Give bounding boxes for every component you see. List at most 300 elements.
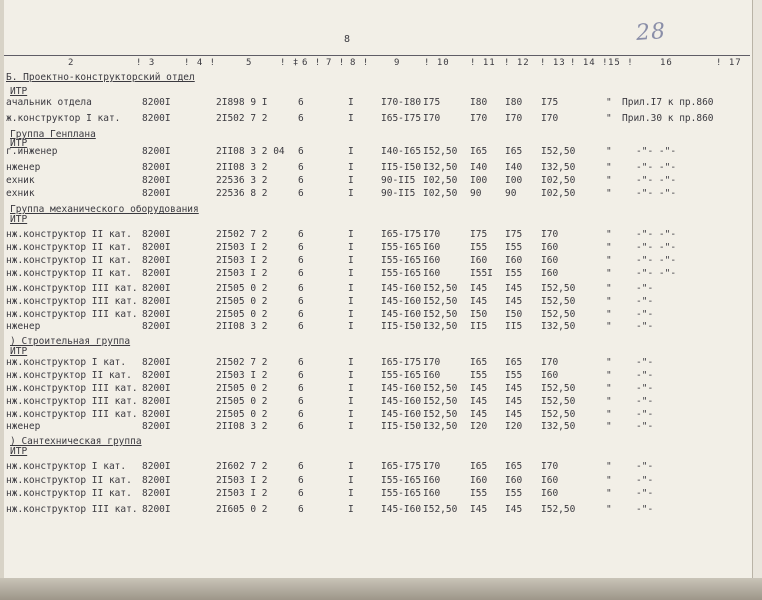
handwritten-page-number: 28 — [635, 18, 667, 47]
cell-c10: I60 — [423, 242, 441, 253]
cell-c11: I45 — [470, 409, 488, 420]
cell-c11: I65 — [470, 461, 488, 472]
cell-c10: I60 — [423, 370, 441, 381]
header-col-12: ! 12 — [504, 58, 530, 68]
cell-c15: " — [606, 146, 612, 157]
cell-c3: 8200I — [142, 175, 171, 186]
cell-c13: I70 — [541, 461, 559, 472]
cell-c16: -"- -"- — [636, 162, 677, 173]
cell-c10: I32,50 — [423, 321, 458, 332]
cell-c12: I55 — [505, 268, 523, 279]
cell-c6: 6 — [298, 461, 304, 472]
header-col-a: ! ‡ — [280, 58, 300, 68]
cell-c11: I20 — [470, 421, 488, 432]
cell-c9: I70-I80 — [381, 97, 422, 108]
cell-name: нж.конструктор III кат. — [6, 383, 138, 394]
cell-c6: 6 — [298, 396, 304, 407]
cell-c9: 90-II5 — [381, 175, 416, 186]
cell-c10: I70 — [423, 357, 441, 368]
cell-c12: I00 — [505, 175, 523, 186]
cell-c3: 8200I — [142, 383, 171, 394]
cell-c3: 8200I — [142, 283, 171, 294]
cell-c11: I55 — [470, 370, 488, 381]
cell-c3: 8200I — [142, 461, 171, 472]
cell-c3: 8200I — [142, 162, 171, 173]
cell-c12: I45 — [505, 383, 523, 394]
cell-c11: I65 — [470, 357, 488, 368]
cell-c12: I65 — [505, 146, 523, 157]
cell-c6: 6 — [298, 309, 304, 320]
page-number: 8 — [344, 34, 351, 45]
cell-c6: 6 — [298, 488, 304, 499]
table-row — [0, 461, 752, 474]
cell-c16: -"- -"- — [636, 268, 677, 279]
section-heading: Б. Проектно-конструкторский отдел — [6, 72, 195, 83]
cell-c15: " — [606, 175, 612, 186]
cell-c11: II5 — [470, 321, 488, 332]
cell-c15: " — [606, 488, 612, 499]
cell-c13: I52,50 — [541, 409, 576, 420]
cell-c13: I70 — [541, 357, 559, 368]
cell-c8: I — [348, 255, 354, 266]
cell-c8: I — [348, 409, 354, 420]
table-row — [0, 146, 752, 159]
cell-c3: 8200I — [142, 421, 171, 432]
cell-c9: I65-I75 — [381, 113, 422, 124]
cell-c12: II5 — [505, 321, 523, 332]
cell-c3: 8200I — [142, 296, 171, 307]
cell-c9: I45-I60 — [381, 283, 422, 294]
cell-c10: I02,50 — [423, 188, 458, 199]
cell-c3: 8200I — [142, 229, 171, 240]
cell-c11: I75 — [470, 229, 488, 240]
cell-c10: I60 — [423, 488, 441, 499]
table-row — [0, 283, 752, 296]
cell-c10: I52,50 — [423, 383, 458, 394]
cell-c11: I65 — [470, 146, 488, 157]
cell-c6: 6 — [298, 175, 304, 186]
cell-c15: " — [606, 383, 612, 394]
cell-c6: 6 — [298, 229, 304, 240]
cell-c5: 2I503 I 2 — [216, 268, 268, 279]
cell-c8: I — [348, 383, 354, 394]
cell-c11: I50 — [470, 309, 488, 320]
cell-c12: I40 — [505, 162, 523, 173]
cell-c12: I75 — [505, 229, 523, 240]
cell-c15: " — [606, 255, 612, 266]
scan-bottom-edge — [0, 578, 762, 600]
cell-c15: " — [606, 321, 612, 332]
cell-c6: 6 — [298, 409, 304, 420]
table-row — [0, 113, 752, 126]
table-row — [0, 162, 752, 175]
cell-c16: -"- — [636, 296, 654, 307]
cell-c13: I52,50 — [541, 146, 576, 157]
cell-c12: I45 — [505, 296, 523, 307]
table-row — [0, 255, 752, 268]
cell-name: нж.конструктор II кат. — [6, 268, 132, 279]
cell-c3: 8200I — [142, 255, 171, 266]
cell-c9: I55-I65 — [381, 268, 422, 279]
cell-c10: I70 — [423, 113, 441, 124]
cell-c12: I60 — [505, 255, 523, 266]
cell-c10: I52,50 — [423, 504, 458, 515]
cell-c16: -"- — [636, 461, 654, 472]
cell-c5: 2I503 I 2 — [216, 242, 268, 253]
cell-c16: -"- -"- — [636, 175, 677, 186]
cell-c5: 2I505 0 2 — [216, 283, 268, 294]
group-heading-row — [0, 214, 752, 227]
cell-c13: I60 — [541, 370, 559, 381]
cell-c13: I60 — [541, 255, 559, 266]
cell-c8: I — [348, 504, 354, 515]
cell-c3: 8200I — [142, 268, 171, 279]
cell-c3: 8200I — [142, 370, 171, 381]
cell-c15: " — [606, 357, 612, 368]
cell-c16: -"- — [636, 321, 654, 332]
cell-c13: I52,50 — [541, 383, 576, 394]
cell-name: нж.конструктор III кат. — [6, 396, 138, 407]
cell-c9: I45-I60 — [381, 504, 422, 515]
cell-c15: " — [606, 162, 612, 173]
cell-c6: 6 — [298, 97, 304, 108]
cell-c10: I32,50 — [423, 162, 458, 173]
cell-c9: I45-I60 — [381, 409, 422, 420]
cell-c13: I02,50 — [541, 175, 576, 186]
cell-c10: I52,50 — [423, 409, 458, 420]
cell-c8: I — [348, 175, 354, 186]
cell-c13: I32,50 — [541, 321, 576, 332]
cell-c10: I70 — [423, 461, 441, 472]
cell-c5: 2I503 I 2 — [216, 255, 268, 266]
table-row — [0, 357, 752, 370]
cell-c15: " — [606, 475, 612, 486]
section-heading-row — [0, 72, 752, 85]
cell-c11: 90 — [470, 188, 482, 199]
table-row — [0, 475, 752, 488]
cell-c16: -"- — [636, 475, 654, 486]
cell-c11: I60 — [470, 255, 488, 266]
cell-c16: -"- — [636, 488, 654, 499]
cell-c8: I — [348, 268, 354, 279]
cell-c15: " — [606, 229, 612, 240]
cell-c8: I — [348, 488, 354, 499]
cell-c6: 6 — [298, 113, 304, 124]
cell-c16: -"- — [636, 370, 654, 381]
cell-c15: " — [606, 97, 612, 108]
cell-c9: I65-I75 — [381, 229, 422, 240]
table-row — [0, 504, 752, 517]
cell-c16: -"- — [636, 357, 654, 368]
cell-c9: I55-I65 — [381, 242, 422, 253]
cell-c15: " — [606, 113, 612, 124]
cell-c8: I — [348, 357, 354, 368]
cell-c5: 2II08 3 2 — [216, 421, 268, 432]
cell-c16: -"- -"- — [636, 188, 677, 199]
cell-c15: " — [606, 461, 612, 472]
header-col-7: 7 ! — [326, 58, 346, 68]
cell-c9: I45-I60 — [381, 383, 422, 394]
cell-name: нженер — [6, 162, 41, 173]
header-col-3: ! 3 — [136, 58, 156, 68]
cell-c6: 6 — [298, 242, 304, 253]
cell-c10: I32,50 — [423, 421, 458, 432]
cell-c5: 2I505 0 2 — [216, 296, 268, 307]
cell-c10: I60 — [423, 475, 441, 486]
cell-c10: I52,50 — [423, 146, 458, 157]
cell-c3: 8200I — [142, 357, 171, 368]
header-col-13: ! 13 — [540, 58, 566, 68]
cell-c10: I52,50 — [423, 396, 458, 407]
cell-c9: II5-I50 — [381, 421, 422, 432]
cell-c5: 2I505 0 2 — [216, 309, 268, 320]
cell-c9: I65-I75 — [381, 461, 422, 472]
cell-c11: I55I — [470, 268, 493, 279]
cell-c16: -"- — [636, 421, 654, 432]
cell-c8: I — [348, 97, 354, 108]
cell-c15: " — [606, 309, 612, 320]
table-row — [0, 296, 752, 309]
cell-c15: " — [606, 504, 612, 515]
cell-c5: 2I505 0 2 — [216, 409, 268, 420]
cell-c13: I75 — [541, 97, 559, 108]
group-heading: ИТР — [10, 446, 28, 457]
header-col-5: 5 — [246, 58, 253, 68]
header-col-16: 16 — [660, 58, 673, 68]
cell-c6: 6 — [298, 321, 304, 332]
cell-c12: I65 — [505, 357, 523, 368]
cell-c11: I70 — [470, 113, 488, 124]
cell-c3: 8200I — [142, 396, 171, 407]
cell-name: ехник — [6, 175, 35, 186]
cell-c9: I45-I60 — [381, 396, 422, 407]
cell-c16: Прил.30 к пр.860 — [622, 113, 714, 124]
cell-c9: I65-I75 — [381, 357, 422, 368]
cell-c3: 8200I — [142, 113, 171, 124]
cell-c3: 8200I — [142, 409, 171, 420]
cell-c8: I — [348, 321, 354, 332]
cell-c3: 8200I — [142, 504, 171, 515]
cell-c5: 2I505 0 2 — [216, 383, 268, 394]
cell-c11: I40 — [470, 162, 488, 173]
cell-name: нж.конструктор II кат. — [6, 475, 132, 486]
cell-c10: I52,50 — [423, 283, 458, 294]
group-heading: ИТР — [10, 214, 28, 225]
cell-c15: " — [606, 370, 612, 381]
cell-c11: I00 — [470, 175, 488, 186]
cell-c9: I40-I65 — [381, 146, 422, 157]
cell-c8: I — [348, 242, 354, 253]
cell-c6: 6 — [298, 296, 304, 307]
cell-c15: " — [606, 188, 612, 199]
cell-c5: 22536 8 2 — [216, 188, 268, 199]
group-heading: Группа механического оборудования — [10, 204, 199, 215]
cell-name: нж.конструктор II кат. — [6, 242, 132, 253]
cell-c16: -"- — [636, 504, 654, 515]
group-heading-row — [0, 446, 752, 459]
table-row — [0, 242, 752, 255]
table-row — [0, 188, 752, 201]
cell-c8: I — [348, 113, 354, 124]
cell-name: нж.конструктор II кат. — [6, 229, 132, 240]
cell-c13: I52,50 — [541, 309, 576, 320]
header-col-8: 8 ! — [350, 58, 370, 68]
cell-c3: 8200I — [142, 309, 171, 320]
cell-c16: Прил.I7 к пр.860 — [622, 97, 714, 108]
table-row — [0, 370, 752, 383]
header-col-9: 9 — [394, 58, 401, 68]
cell-c16: -"- -"- — [636, 146, 677, 157]
cell-c11: I45 — [470, 283, 488, 294]
header-col-6: 6 ! — [302, 58, 322, 68]
cell-c9: I55-I65 — [381, 255, 422, 266]
cell-c8: I — [348, 162, 354, 173]
cell-c12: I45 — [505, 283, 523, 294]
cell-c13: I60 — [541, 268, 559, 279]
cell-c12: I80 — [505, 97, 523, 108]
cell-c5: 2II08 3 2 04 — [216, 146, 285, 157]
cell-c5: 2I503 I 2 — [216, 475, 268, 486]
cell-c6: 6 — [298, 475, 304, 486]
cell-name: ехник — [6, 188, 35, 199]
cell-c8: I — [348, 309, 354, 320]
header-col-2: 2 — [68, 58, 75, 68]
cell-c5: 2I602 7 2 — [216, 461, 268, 472]
cell-c9: I55-I65 — [381, 488, 422, 499]
cell-c12: I55 — [505, 488, 523, 499]
cell-c16: -"- — [636, 309, 654, 320]
cell-c11: I45 — [470, 296, 488, 307]
cell-c6: 6 — [298, 162, 304, 173]
table-row — [0, 383, 752, 396]
cell-c10: I70 — [423, 229, 441, 240]
cell-c12: I20 — [505, 421, 523, 432]
cell-c15: " — [606, 283, 612, 294]
cell-c8: I — [348, 188, 354, 199]
cell-c6: 6 — [298, 357, 304, 368]
group-heading: Группа Генплана — [10, 129, 96, 140]
cell-name: г.инженер — [6, 146, 58, 157]
cell-c11: I45 — [470, 504, 488, 515]
cell-c6: 6 — [298, 504, 304, 515]
cell-c16: -"- — [636, 409, 654, 420]
cell-c16: -"- — [636, 383, 654, 394]
cell-c5: 22536 3 2 — [216, 175, 268, 186]
cell-c5: 2I502 7 2 — [216, 113, 268, 124]
table-row — [0, 321, 752, 334]
cell-c13: I70 — [541, 113, 559, 124]
cell-c3: 8200I — [142, 146, 171, 157]
cell-c3: 8200I — [142, 321, 171, 332]
cell-c8: I — [348, 370, 354, 381]
table-row — [0, 421, 752, 434]
cell-c9: 90-II5 — [381, 188, 416, 199]
cell-c6: 6 — [298, 283, 304, 294]
cell-c15: " — [606, 421, 612, 432]
cell-c8: I — [348, 421, 354, 432]
cell-c11: I45 — [470, 396, 488, 407]
table-row — [0, 229, 752, 242]
cell-c13: I02,50 — [541, 188, 576, 199]
cell-c5: 2I505 0 2 — [216, 396, 268, 407]
cell-c15: " — [606, 396, 612, 407]
table-row — [0, 175, 752, 188]
cell-c10: I52,50 — [423, 309, 458, 320]
cell-c13: I60 — [541, 242, 559, 253]
cell-c16: -"- -"- — [636, 255, 677, 266]
cell-c10: I75 — [423, 97, 441, 108]
cell-c16: -"- -"- — [636, 242, 677, 253]
cell-c12: I60 — [505, 475, 523, 486]
header-col-4: ! 4 ! — [184, 58, 217, 68]
cell-c3: 8200I — [142, 488, 171, 499]
cell-c8: I — [348, 229, 354, 240]
cell-c9: II5-I50 — [381, 321, 422, 332]
cell-c6: 6 — [298, 255, 304, 266]
cell-c6: 6 — [298, 188, 304, 199]
header-col-15: 15 ! — [608, 58, 634, 68]
cell-name: нж.конструктор I кат. — [6, 461, 127, 472]
cell-c16: -"- -"- — [636, 229, 677, 240]
cell-c6: 6 — [298, 421, 304, 432]
cell-c9: II5-I50 — [381, 162, 422, 173]
cell-c13: I60 — [541, 475, 559, 486]
group-heading: ) Сантехническая группа — [10, 436, 142, 447]
cell-c10: I60 — [423, 255, 441, 266]
cell-c11: I60 — [470, 475, 488, 486]
cell-c12: I50 — [505, 309, 523, 320]
cell-c12: I45 — [505, 409, 523, 420]
cell-c15: " — [606, 296, 612, 307]
cell-c8: I — [348, 283, 354, 294]
cell-c15: " — [606, 268, 612, 279]
cell-c5: 2I898 9 I — [216, 97, 268, 108]
cell-c13: I32,50 — [541, 421, 576, 432]
cell-c8: I — [348, 296, 354, 307]
group-heading: ИТР — [10, 346, 28, 357]
group-heading: ИТР — [10, 86, 28, 97]
cell-c3: 8200I — [142, 188, 171, 199]
cell-c10: I60 — [423, 268, 441, 279]
cell-c9: I55-I65 — [381, 370, 422, 381]
cell-c10: I02,50 — [423, 175, 458, 186]
cell-name: нж.конструктор III кат. — [6, 309, 138, 320]
cell-c6: 6 — [298, 383, 304, 394]
cell-c9: I45-I60 — [381, 296, 422, 307]
cell-c5: 2I605 0 2 — [216, 504, 268, 515]
cell-c12: I55 — [505, 242, 523, 253]
cell-c11: I45 — [470, 383, 488, 394]
cell-name: нж.конструктор II кат. — [6, 255, 132, 266]
cell-name: ачальник отдела — [6, 97, 92, 108]
cell-c6: 6 — [298, 370, 304, 381]
cell-c8: I — [348, 396, 354, 407]
header-col-14: ! 14 ! — [570, 58, 609, 68]
cell-name: нж.конструктор III кат. — [6, 504, 138, 515]
cell-c8: I — [348, 475, 354, 486]
cell-c5: 2II08 3 2 — [216, 321, 268, 332]
cell-c13: I52,50 — [541, 283, 576, 294]
cell-c5: 2I503 I 2 — [216, 488, 268, 499]
cell-c13: I52,50 — [541, 504, 576, 515]
table-row — [0, 97, 752, 110]
cell-c16: -"- — [636, 396, 654, 407]
cell-name: нж.конструктор III кат. — [6, 409, 138, 420]
cell-c8: I — [348, 146, 354, 157]
cell-c9: I45-I60 — [381, 309, 422, 320]
cell-name: нж.конструктор II кат. — [6, 488, 132, 499]
cell-c15: " — [606, 242, 612, 253]
